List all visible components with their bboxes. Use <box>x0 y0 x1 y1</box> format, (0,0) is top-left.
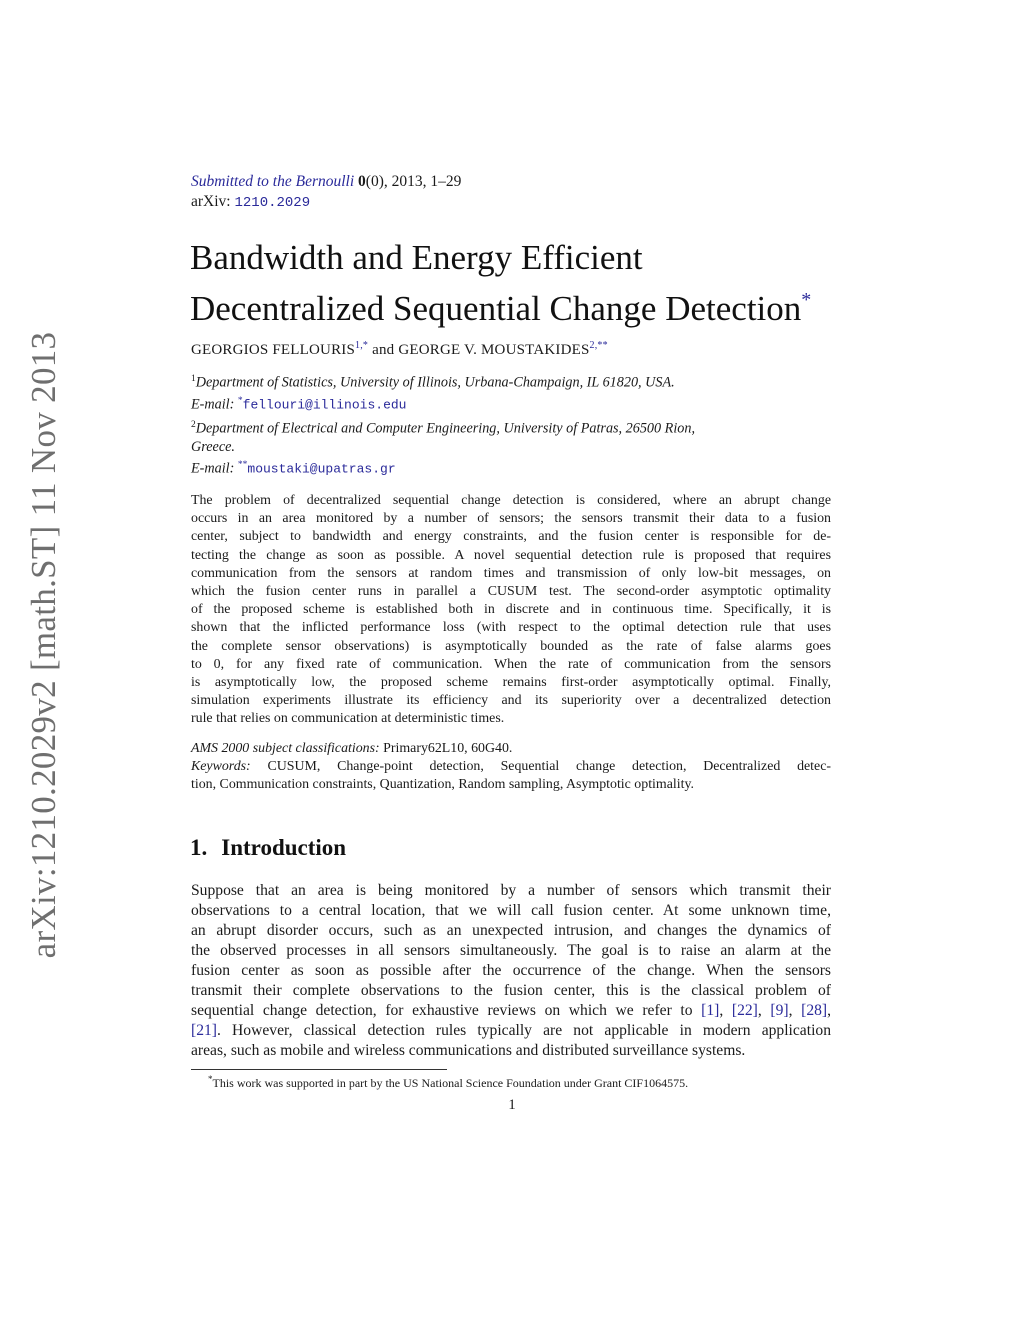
page-number: 1 <box>508 1097 516 1113</box>
footnote-rule <box>191 1069 447 1070</box>
affiliation-2-email[interactable]: moustaki@upatras.gr <box>247 461 396 477</box>
affiliation-1-line-1: Department of Statistics, University of Illinois, Urbana-Champaign, IL 61820, USA. <box>195 374 675 391</box>
abstract-line: is asymptotically low, the proposed scheme remains first-order asymptotically optimal. Finally, <box>191 675 831 691</box>
affiliation-1-email[interactable]: fellouri@illinois.edu <box>242 397 407 413</box>
keywords-line-2: tion, Communication constraints, Quantization, Random sampling, Asymptotic optimality. <box>191 777 694 793</box>
classification-block <box>191 740 831 795</box>
citation-link[interactable]: [9] <box>770 1002 789 1019</box>
intro-line: transmit their complete observations to the fusion center, this is the classical problem of <box>191 982 831 999</box>
intro-line: sequential change detection, for exhaustive reviews on which we refer to [1], [22], [9], [28], <box>191 1002 832 1019</box>
abstract-line: rule that relies on communication at deterministic times. <box>191 711 505 727</box>
introduction-paragraph <box>191 881 831 1061</box>
affiliation-2-line-1: Department of Electrical and Computer Engineering, University of Patras, 26500 Rion, <box>195 420 696 437</box>
title-line-1: Bandwidth and Energy Efficient <box>190 238 643 277</box>
citation-link[interactable]: [28] <box>801 1002 828 1019</box>
author-conjunction: and <box>372 342 395 358</box>
intro-line: Suppose that an area is being monitored by a number of sensors which transmit their <box>191 882 831 899</box>
affiliation-2 <box>191 416 831 478</box>
author-list <box>191 340 608 359</box>
abstract-line: center, subject to bandwidth and energy constraints, and the fusion center is responsible for de- <box>191 529 831 545</box>
intro-line: fusion center as soon as possible after the occurrence of the change. When the sensors <box>191 962 831 979</box>
abstract-line: the complete sensor observations) is asymptotically bounded as the rate of false alarms goes <box>191 638 831 654</box>
intro-line-8-text: . However, classical detection rules typically are not applicable in modern application <box>216 1022 831 1039</box>
intro-line: an abrupt disorder occurs, such as an unexpected intrusion, and changes the dynamics of <box>191 922 831 939</box>
intro-line <box>191 1021 831 1041</box>
intro-line-7-text: sequential change detection, for exhaustive reviews on which we refer to <box>191 1002 693 1019</box>
abstract-line: The problem of decentralized sequential change detection is considered, where an abrupt change <box>191 493 831 508</box>
author-2-sup[interactable]: 2,** <box>589 340 608 351</box>
journal-volume: 0 <box>358 173 366 190</box>
affiliation-1-email-mark: * <box>237 395 243 406</box>
abstract-line: tecting the change as soon as possible. A novel sequential detection rule is proposed that requires <box>191 547 831 563</box>
abstract-line: simulation experiments illustrate its efficiency and its superiority over a decentralized detection <box>191 693 831 709</box>
abstract <box>191 492 831 729</box>
journal-header <box>191 172 461 213</box>
paper-title <box>190 236 811 330</box>
arxiv-label: arXiv: <box>191 193 231 210</box>
affiliation-1-email-label: E-mail: <box>191 396 235 413</box>
intro-line: the observed processes in all sensors simultaneously. The goal is to raise an alarm at the <box>191 942 831 959</box>
citation-link[interactable]: [21] <box>191 1022 217 1039</box>
arxiv-id-link[interactable]: 1210.2029 <box>234 195 311 211</box>
title-footnote-mark[interactable]: * <box>801 289 812 311</box>
affiliation-2-email-mark: ** <box>237 459 248 470</box>
author-2: GEORGE V. MOUSTAKIDES <box>398 342 590 358</box>
ams-label: AMS 2000 subject classifications: <box>191 741 380 756</box>
citation-link[interactable]: [1] <box>701 1002 720 1019</box>
section-heading <box>190 835 346 861</box>
abstract-line: communication from the sensors at random times and transmission of only low-bit messages, on <box>191 565 831 581</box>
arxiv-stamp-text: arXiv:1210.2029v2 [math.ST] 11 Nov 2013 <box>24 331 63 959</box>
author-1: GEORGIOS FELLOURIS <box>191 342 356 358</box>
affiliation-1-num: 1 <box>191 374 196 384</box>
intro-line: observations to a central location, that we will call fusion center. At some unknown time, <box>191 902 831 919</box>
citation-link[interactable]: [22] <box>731 1002 758 1019</box>
abstract-line: of the proposed scheme is established both in discrete and in continuous time. Specifically, it is <box>191 602 831 618</box>
affiliation-1 <box>191 370 831 414</box>
footnote-text: This work was supported in part by the US National Science Foundation under Grant CIF1064575. <box>212 1076 689 1090</box>
keywords-line-1: CUSUM, Change-point detection, Sequential change detection, Decentralized detec- <box>267 759 831 775</box>
journal-issue-year-pages: (0), 2013, 1–29 <box>365 173 462 190</box>
affiliation-2-num: 2 <box>191 420 196 430</box>
affiliation-2-email-label: E-mail: <box>191 460 235 477</box>
ams-value: Primary62L10, 60G40. <box>383 741 513 756</box>
arxiv-side-stamp <box>18 331 70 959</box>
footnote-mark: * <box>208 1074 213 1084</box>
section-number: 1. <box>190 835 208 860</box>
journal-link[interactable]: Submitted to the Bernoulli <box>191 173 355 190</box>
author-1-sup[interactable]: 1,* <box>355 340 369 351</box>
abstract-line: which the fusion center runs in parallel a CUSUM test. The second-order asymptotic optimality <box>191 584 831 600</box>
footnote <box>208 1074 688 1091</box>
title-line-2: Decentralized Sequential Change Detection <box>190 289 802 328</box>
intro-line: areas, such as mobile and wireless communications and distributed surveillance systems. <box>191 1042 746 1059</box>
abstract-line: shown that the inflicted performance loss (with respect to the optimal detection rule that uses <box>191 620 831 636</box>
abstract-line: occurs in an area monitored by a number of sensors; the sensors transmit their data to a fusion <box>191 511 831 527</box>
abstract-line: to 0, for any fixed rate of communication. When the rate of communication from the sensors <box>191 656 831 672</box>
section-title: Introduction <box>221 835 347 860</box>
keywords-label: Keywords: <box>191 759 251 775</box>
affiliation-2-line-2: Greece. <box>191 438 235 455</box>
